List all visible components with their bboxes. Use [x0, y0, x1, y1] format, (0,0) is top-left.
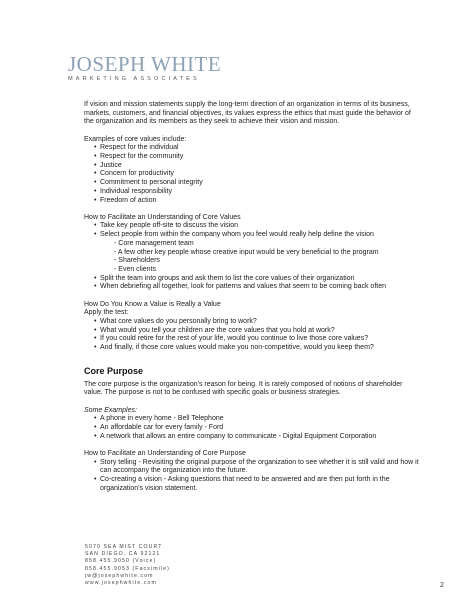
footer-phone: 858.455.9050 (Voice): [85, 558, 157, 565]
list-item: • An affordable car for every family - Ford: [84, 424, 420, 433]
sub-list-item: - Core management team: [114, 239, 194, 247]
sub-list-item: - Even clients: [114, 265, 157, 273]
know-value-intro: Apply the test:: [84, 309, 129, 317]
core-values-list: [84, 144, 420, 205]
examples-label: Some Examples:: [84, 406, 137, 414]
logo-name: JOSEPH WHITE: [68, 52, 222, 76]
core-purpose-paragraph: The core purpose is the organization's reason for being. It is rarely composed of notions of shareholder value. The purpose is not to be confused with specific goals or business strategies.: [84, 380, 403, 397]
facilitate-values-list: [84, 222, 420, 292]
list-item: • Respect for the individual: [84, 144, 420, 153]
list-item: • Story telling - Revisiting the original purpose of the organization to see whether it is still valid and how it can accompany the organization into the future.: [84, 459, 420, 476]
list-item: • Individual responsibility: [84, 188, 420, 197]
list-item: • A phone in every home - Bell Telephone: [84, 415, 420, 424]
page-number: 2: [440, 582, 444, 589]
list-item: • What core values do you personally bring to work?: [84, 318, 420, 327]
facilitate-values-title: How to Facilitate an Understanding of Core Values: [84, 213, 241, 221]
footer-email: jw@josephwhite.com: [85, 572, 154, 579]
list-item: • Select people from within the company whom you feel would really help define the vision: [84, 231, 420, 240]
list-item: • Co-creating a vision - Asking questions that need to be answered and are then put forth in the organization's vision statement.: [84, 476, 420, 493]
sub-list-item: - A few other key people whose creative input would be very beneficial to the program: [114, 248, 379, 256]
list-item: • When debriefing all together, look for patterns and values that seem to be coming back often: [84, 283, 420, 292]
footer-city: SAN DIEGO, CA 92121: [85, 551, 161, 558]
examples-list: [84, 415, 420, 441]
list-item: • And finally, if those core values would make you non-competitive, would you keep them?: [84, 344, 420, 353]
core-purpose-heading: Core Purpose: [84, 365, 144, 376]
facilitate-purpose-list: [84, 459, 420, 494]
contact-footer: [85, 544, 170, 587]
company-logo: [68, 54, 221, 82]
footer-fax: 858.455.9053 (Facsimile): [85, 565, 170, 572]
footer-address: 5070 SEA MIST COURT: [85, 544, 163, 550]
intro-paragraph: If vision and mission statements supply the long-term direction of an organization in terms of its business, markets, customers, and financial objectives, its values express the ethics that must guide the behavior of the organization and its members as they seek to achieve their vision and mission.: [84, 101, 411, 126]
document-body: [84, 101, 420, 494]
list-item: • Take key people off-site to discuss the vision: [84, 222, 420, 231]
core-values-intro: Examples of core values include:: [84, 135, 187, 143]
logo-subtitle: MARKETING ASSOCIATES: [68, 76, 200, 82]
list-item: • A network that allows an entire company to communicate - Digital Equipment Corporation: [84, 433, 420, 442]
sub-list-item: - Shareholders: [114, 257, 160, 265]
list-item: • Freedom of action: [84, 197, 420, 206]
list-item: • Concern for productivity: [84, 170, 420, 179]
list-item: • What would you tell your children are the core values that you hold at work?: [84, 327, 420, 336]
list-item: • Split the team into groups and ask them to list the core values of their organization: [84, 275, 420, 284]
list-item: • Justice: [84, 162, 420, 171]
footer-web: www.josephwhite.com: [85, 580, 157, 587]
know-value-list: [84, 318, 420, 353]
know-value-title: How Do You Know a Value is Really a Value: [84, 300, 221, 308]
list-item: • If you could retire for the rest of your life, would you continue to live those core values?: [84, 335, 420, 344]
list-item: • Commitment to personal integrity: [84, 179, 420, 188]
facilitate-purpose-title: How to Facilitate an Understanding of Core Purpose: [84, 450, 246, 457]
list-item: • Respect for the community: [84, 153, 420, 162]
